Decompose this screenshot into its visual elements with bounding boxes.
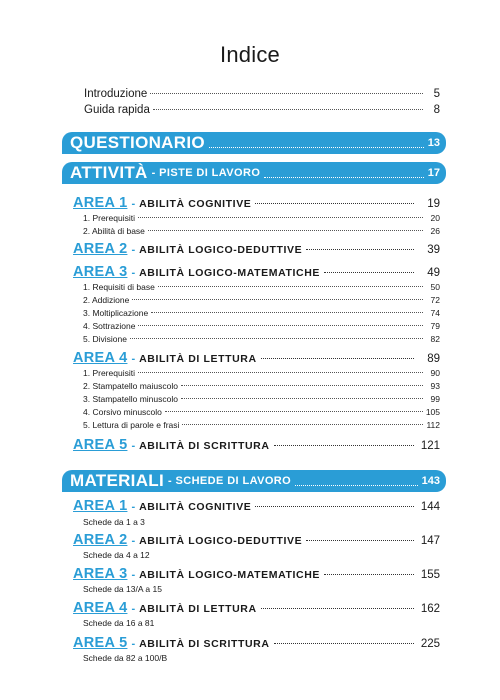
dot-leader: [255, 506, 414, 507]
toc-area-2[interactable]: [73, 241, 440, 257]
dot-leader: [324, 272, 414, 273]
banner-subtitle: - SCHEDE DI LAVORO: [167, 475, 292, 487]
area-page: 121: [420, 440, 440, 452]
area-separator: -: [131, 638, 136, 650]
banner-page: 17: [427, 167, 440, 179]
area-subtitle: ABILITÀ DI LETTURA: [139, 603, 257, 615]
toc-materiali-area-3[interactable]: [73, 566, 440, 582]
toc-subentry[interactable]: [83, 226, 440, 238]
area-page: 144: [420, 501, 440, 513]
dot-leader: [138, 372, 423, 373]
subentry-label: 1. Requisiti di base: [83, 282, 155, 292]
area-subtitle: ABILITÀ LOGICO-DEDUTTIVE: [139, 244, 303, 256]
area-separator: -: [131, 267, 136, 279]
area-subtitle: ABILITÀ COGNITIVE: [139, 501, 252, 513]
subentry-label: 5. Lettura di parole e frasi: [83, 420, 180, 430]
area-label: AREA 3: [73, 264, 128, 280]
section-banner-attivita[interactable]: [62, 162, 446, 184]
subentry-label: 2. Stampatello maiuscolo: [83, 381, 178, 391]
toc-area-5[interactable]: [73, 437, 440, 453]
dot-leader: [261, 608, 414, 609]
dot-leader: [158, 286, 423, 287]
area-page: 155: [420, 569, 440, 581]
toc-area-3[interactable]: [73, 264, 440, 280]
toc-entry-label: Guida rapida: [84, 104, 150, 116]
toc-entry-guida-rapida[interactable]: [84, 104, 440, 120]
subentry-page: 90: [430, 368, 440, 378]
toc-subentry[interactable]: [83, 394, 440, 406]
toc-subentry[interactable]: [83, 334, 440, 346]
page-title: Indice: [220, 42, 280, 67]
dot-leader: [295, 485, 418, 486]
dot-leader: [138, 217, 423, 218]
toc-subentry[interactable]: [83, 368, 440, 380]
toc-materiali-area-5[interactable]: [73, 635, 440, 651]
banner-title: QUESTIONARIO: [70, 133, 205, 152]
dot-leader: [151, 312, 423, 313]
subentry-label: 4. Sottrazione: [83, 321, 136, 331]
schede-range: Schede da 16 a 81: [83, 618, 155, 628]
area-subtitle: ABILITÀ LOGICO-MATEMATICHE: [139, 569, 320, 581]
area-subtitle: ABILITÀ DI SCRITTURA: [139, 440, 270, 452]
area-separator: -: [131, 244, 136, 256]
toc-subentry[interactable]: [83, 308, 440, 320]
subentry-page: 99: [430, 394, 440, 404]
subentry-page: 50: [430, 282, 440, 292]
banner-page: 143: [421, 475, 440, 487]
toc-materiali-area-2[interactable]: [73, 532, 440, 548]
dot-leader: [181, 385, 423, 386]
area-separator: -: [131, 353, 136, 365]
area-subtitle: ABILITÀ LOGICO-DEDUTTIVE: [139, 535, 303, 547]
subentry-page: 20: [430, 213, 440, 223]
dot-leader: [274, 643, 414, 644]
subentry-label: 2. Abilità di base: [83, 226, 145, 236]
area-page: 39: [427, 244, 440, 256]
dot-leader: [306, 249, 414, 250]
schede-range: Schede da 82 a 100/B: [83, 653, 168, 663]
dot-leader: [261, 358, 414, 359]
area-page: 49: [427, 267, 440, 279]
area-label: AREA 1: [73, 195, 128, 211]
section-banner-questionario[interactable]: [62, 132, 446, 154]
dot-leader: [130, 338, 423, 339]
area-separator: -: [131, 198, 136, 210]
area-label: AREA 4: [73, 600, 128, 616]
subentry-page: 82: [430, 334, 440, 344]
dot-leader: [255, 203, 414, 204]
dot-leader: [165, 411, 423, 412]
toc-subentry[interactable]: [83, 407, 440, 419]
area-page: 162: [420, 603, 440, 615]
subentry-label: 1. Prerequisiti: [83, 213, 135, 223]
subentry-label: 2. Addizione: [83, 295, 130, 305]
schede-range: Schede da 1 a 3: [83, 517, 145, 527]
subentry-label: 5. Divisione: [83, 334, 127, 344]
area-label: AREA 5: [73, 437, 128, 453]
subentry-label: 3. Moltiplicazione: [83, 308, 149, 318]
dot-leader: [209, 147, 424, 148]
subentry-page: 112: [426, 420, 440, 430]
dot-leader: [306, 540, 414, 541]
toc-area-4[interactable]: [73, 350, 440, 366]
subentry-page: 72: [430, 295, 440, 305]
toc-subentry[interactable]: [83, 321, 440, 333]
subentry-label: 3. Stampatello minuscolo: [83, 394, 178, 404]
subentry-page: 105: [425, 407, 440, 417]
banner-title: ATTIVITÀ: [70, 163, 148, 182]
subentry-page: 74: [430, 308, 440, 318]
area-label: AREA 1: [73, 498, 128, 514]
area-separator: -: [131, 535, 136, 547]
banner-subtitle: - PISTE DI LAVORO: [151, 167, 261, 179]
dot-leader: [150, 93, 423, 94]
area-page: 89: [427, 353, 440, 365]
banner-page: 13: [427, 137, 440, 149]
subentry-label: 4. Corsivo minuscolo: [83, 407, 162, 417]
area-separator: -: [131, 440, 136, 452]
toc-subentry[interactable]: [83, 282, 440, 294]
subentry-page: 26: [430, 226, 440, 236]
area-subtitle: ABILITÀ COGNITIVE: [139, 198, 252, 210]
toc-materiali-area-4[interactable]: [73, 600, 440, 616]
area-label: AREA 2: [73, 241, 128, 257]
area-label: AREA 5: [73, 635, 128, 651]
dot-leader: [264, 177, 423, 178]
area-separator: -: [131, 501, 136, 513]
area-page: 147: [420, 535, 440, 547]
dot-leader: [138, 325, 423, 326]
toc-entry-label: Introduzione: [84, 88, 148, 100]
subentry-label: 1. Prerequisiti: [83, 368, 135, 378]
area-page: 19: [427, 198, 440, 210]
area-label: AREA 4: [73, 350, 128, 366]
toc-materiali-area-1[interactable]: [73, 498, 440, 514]
toc-entry-page: 5: [433, 88, 440, 100]
area-label: AREA 3: [73, 566, 128, 582]
dot-leader: [324, 574, 414, 575]
toc-subentry[interactable]: [83, 381, 440, 393]
schede-range: Schede da 13/A a 15: [83, 584, 162, 594]
toc-area-1[interactable]: [73, 195, 440, 211]
area-page: 225: [420, 638, 440, 650]
area-subtitle: ABILITÀ LOGICO-MATEMATICHE: [139, 267, 320, 279]
area-subtitle: ABILITÀ DI SCRITTURA: [139, 638, 270, 650]
toc-subentry[interactable]: [83, 420, 440, 432]
area-separator: -: [131, 603, 136, 615]
dot-leader: [148, 230, 423, 231]
dot-leader: [181, 398, 423, 399]
dot-leader: [132, 299, 423, 300]
dot-leader: [274, 445, 414, 446]
toc-subentry[interactable]: [83, 213, 440, 225]
subentry-page: 79: [430, 321, 440, 331]
dot-leader: [153, 109, 423, 110]
toc-entry-introduzione[interactable]: [84, 88, 440, 104]
banner-title: MATERIALI: [70, 471, 164, 490]
schede-range: Schede da 4 a 12: [83, 550, 150, 560]
section-banner-materiali[interactable]: [62, 470, 446, 492]
toc-subentry[interactable]: [83, 295, 440, 307]
subentry-page: 93: [430, 381, 440, 391]
dot-leader: [182, 424, 423, 425]
area-label: AREA 2: [73, 532, 128, 548]
area-separator: -: [131, 569, 136, 581]
area-subtitle: ABILITÀ DI LETTURA: [139, 353, 257, 365]
toc-entry-page: 8: [433, 104, 440, 116]
